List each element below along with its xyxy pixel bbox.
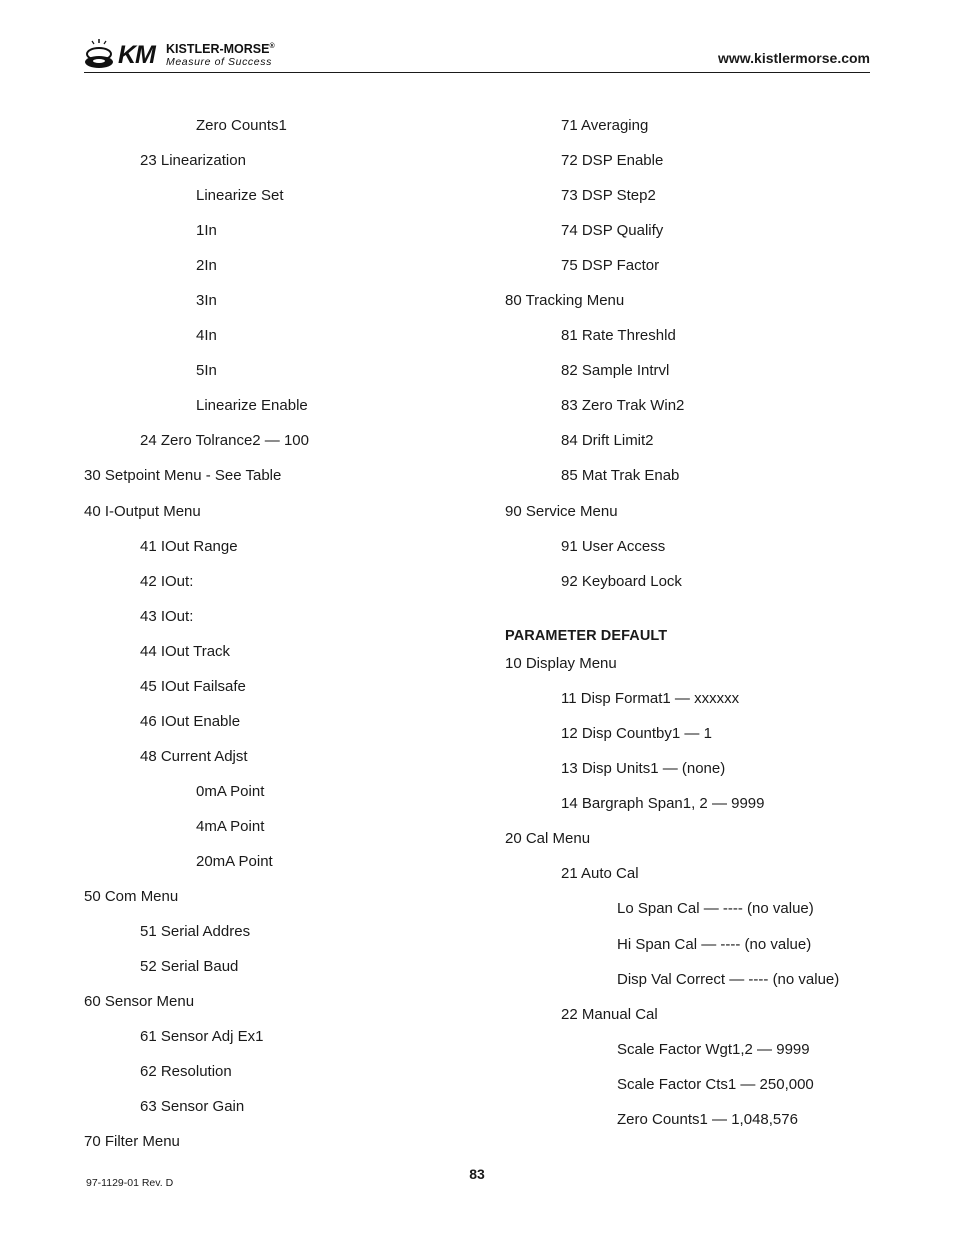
menu-group-item: 80 Tracking Menu: [505, 292, 625, 310]
menu-item: 75 DSP Factor: [561, 257, 660, 275]
menu-item: 51 Serial Addres: [140, 923, 251, 941]
menu-group-item: 20 Cal Menu: [505, 830, 591, 848]
page-header: [84, 38, 870, 74]
section-heading: PARAMETER DEFAULT: [505, 628, 668, 645]
menu-subitem: Hi Span Cal — ---- (no value): [617, 935, 812, 953]
menu-subitem: Scale Factor Cts1 — 250,000: [617, 1075, 814, 1093]
menu-subitem: Lo Span Cal — ---- (no value): [617, 900, 814, 918]
menu-group-item: 10 Display Menu: [505, 655, 617, 673]
menu-item: 42 IOut:: [140, 572, 194, 590]
menu-item: 81 Rate Threshld: [561, 327, 676, 345]
menu-item: 52 Serial Baud: [140, 958, 239, 976]
menu-item: 41 IOut Range: [140, 537, 238, 555]
menu-item: 44 IOut Track: [140, 642, 231, 660]
menu-item: 62 Resolution: [140, 1063, 232, 1081]
left-menu-column: [84, 116, 504, 1167]
menu-item: 82 Sample Intrvl: [561, 362, 670, 380]
menu-item: 72 DSP Enable: [561, 152, 664, 170]
menu-item: 91 User Access: [561, 537, 666, 555]
menu-item: 74 DSP Qualify: [561, 222, 664, 240]
menu-subitem: 4mA Point: [196, 817, 265, 835]
company-logo: [84, 38, 284, 72]
header-divider: [84, 72, 870, 73]
website-link[interactable]: www.kistlermorse.com: [718, 50, 870, 66]
menu-group-item: 90 Service Menu: [505, 502, 618, 520]
menu-subitem: 20mA Point: [196, 852, 273, 870]
menu-item: 46 IOut Enable: [140, 712, 241, 730]
document-number: 97-1129-01 Rev. D: [86, 1177, 174, 1189]
menu-item: 22 Manual Cal: [561, 1005, 658, 1023]
menu-item: 21 Auto Cal: [561, 865, 639, 883]
menu-item: 71 Averaging: [561, 117, 649, 134]
menu-subitem: Linearize Enable: [196, 397, 308, 415]
menu-subitem: Linearize Set: [196, 187, 284, 205]
right-menu-column: [505, 116, 925, 1145]
menu-item: 11 Disp Format1 — xxxxxx: [561, 690, 740, 708]
menu-subitem: 3In: [196, 292, 217, 310]
menu-subitem: Disp Val Correct — ---- (no value): [617, 970, 840, 988]
menu-group-item: 40 I-Output Menu: [84, 502, 201, 520]
menu-group-item: 50 Com Menu: [84, 888, 179, 906]
menu-item: 13 Disp Units1 — (none): [561, 760, 726, 778]
menu-item: 43 IOut:: [140, 607, 194, 625]
menu-group-item: 70 Filter Menu: [84, 1133, 180, 1151]
menu-subitem: 4In: [196, 327, 217, 345]
menu-subitem: Scale Factor Wgt1,2 — 9999: [617, 1040, 810, 1058]
menu-item: 92 Keyboard Lock: [561, 572, 682, 590]
menu-item: 48 Current Adjst: [140, 747, 248, 765]
menu-group-item: 30 Setpoint Menu - See Table: [84, 467, 282, 485]
section-spacer: [505, 607, 925, 627]
menu-subitem: 0mA Point: [196, 782, 265, 800]
menu-subitem: 1In: [196, 222, 217, 240]
menu-item: 83 Zero Trak Win2: [561, 397, 685, 415]
menu-subitem: 2In: [196, 257, 217, 275]
menu-item: 63 Sensor Gain: [140, 1098, 245, 1116]
menu-item: 45 IOut Failsafe: [140, 677, 246, 695]
menu-subitem: Zero Counts1: [196, 117, 287, 134]
menu-item: 61 Sensor Adj Ex1: [140, 1028, 264, 1046]
menu-item: 85 Mat Trak Enab: [561, 467, 680, 485]
logo-emblem-icon: [84, 38, 114, 70]
menu-item: 73 DSP Step2: [561, 187, 656, 205]
menu-item: 84 Drift Limit2: [561, 432, 654, 450]
logo-tagline: Measure of Success: [166, 56, 272, 68]
menu-subitem: 5In: [196, 362, 217, 380]
menu-item: 14 Bargraph Span1, 2 — 9999: [561, 795, 765, 813]
logo-monogram: KM: [118, 41, 155, 69]
menu-item: 24 Zero Tolrance2 — 100: [140, 432, 309, 450]
page-number: 83: [469, 1166, 485, 1182]
menu-subitem: Zero Counts1 — 1,048,576: [617, 1110, 798, 1128]
logo-brand-name: KISTLER-MORSE®: [166, 42, 275, 56]
menu-item: 12 Disp Countby1 — 1: [561, 725, 712, 743]
menu-group-item: 60 Sensor Menu: [84, 993, 195, 1011]
menu-item: 23 Linearization: [140, 152, 246, 170]
